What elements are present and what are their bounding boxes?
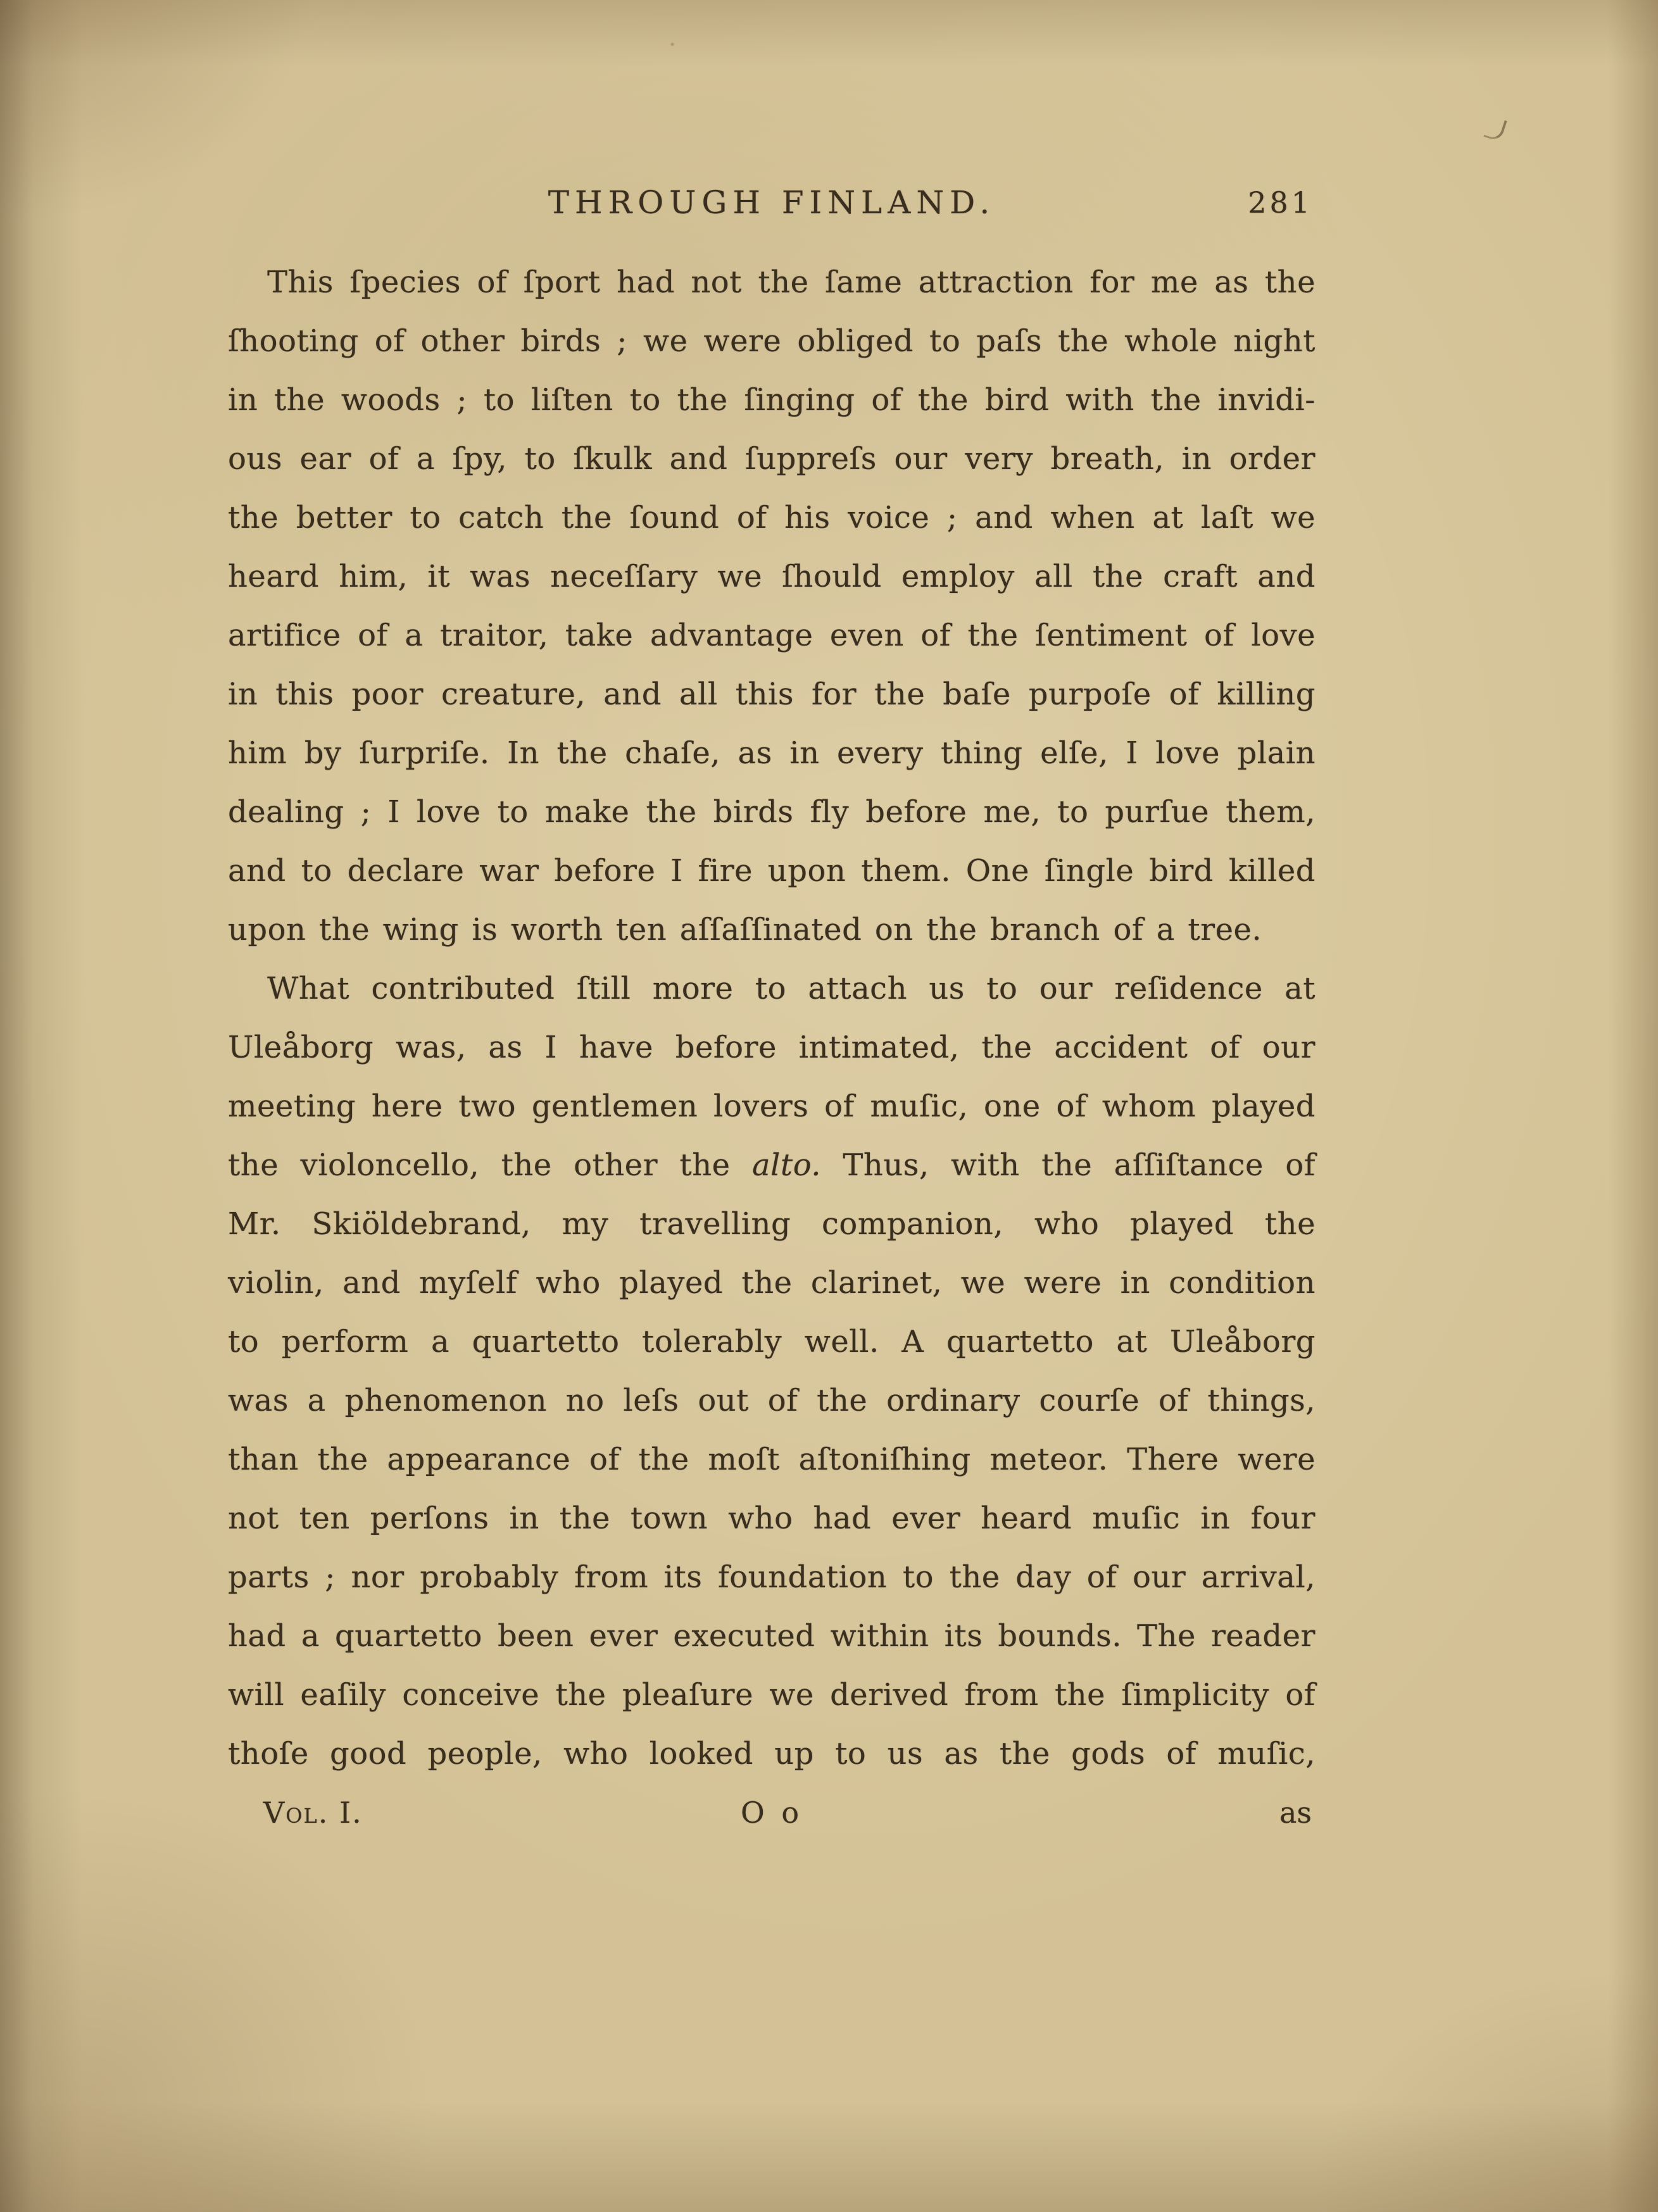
italic-word: alto. (751, 1147, 822, 1183)
text-line: This ſpecies of ſport had not the ſame attraction for me as the (267, 265, 1316, 300)
pen-mark-artifact (1483, 116, 1507, 142)
text-line: the better to catch the ſound of his voice ; and when at laſt we (228, 500, 1316, 535)
text-line: heard him, it was neceſſary we ſhould employ all the craft and (228, 559, 1316, 594)
text-line: to perform a quartetto tolerably well. A quartetto at Uleåborg (228, 1324, 1316, 1359)
text-line: Uleåborg was, as I have before intimated, the accident of our (228, 1030, 1316, 1065)
page-content (228, 171, 1316, 1842)
text-line: artifice of a traitor, take advantage even of the ſentiment of love (228, 618, 1316, 653)
text-line: upon the wing is worth ten aſſaſſinated on the branch of a tree. (228, 912, 1262, 947)
catchword: as (1279, 1796, 1312, 1830)
text-line: ſhooting of other birds ; we were obliged to paſs the whole night (228, 323, 1316, 359)
text-line: ous ear of a ſpy, to ſkulk and ſuppreſs our very breath, in order (228, 441, 1316, 477)
text-line: than the appearance of the moſt aſtoniſhing meteor. There were (228, 1442, 1316, 1477)
text-line: in this poor creature, and all this for the baſe purpoſe of killing (228, 677, 1316, 712)
text-line: and to declare war before I fire upon them. One ſingle bird killed (228, 853, 1316, 889)
text-line: was a phenomenon no leſs out of the ordinary courſe of things, (228, 1383, 1316, 1418)
text-segment: Thus, with the aſſiſtance of (821, 1147, 1316, 1183)
text-line: meeting here two gentlemen lovers of muſic, one of whom played (228, 1089, 1316, 1124)
text-line: in the woods ; to liſten to the ſinging of the bird with the invidi- (228, 382, 1316, 418)
text-segment: the violoncello, the other the (228, 1147, 752, 1183)
text-line: him by ſurpriſe. In the chaſe, as in every thing elſe, I love plain (228, 735, 1316, 771)
text-line: not ten perſons in the town who had ever heard muſic in four (228, 1501, 1316, 1536)
volume-label: Vol. I. (263, 1796, 363, 1830)
text-line: What contributed ſtill more to attach us to our reſidence at (267, 971, 1316, 1006)
text-line: thoſe good people, who looked up to us as the gods of muſic, (228, 1736, 1316, 1771)
signature-mark: O o (740, 1796, 803, 1830)
running-head: THROUGH FINLAND. (548, 184, 996, 221)
text-line: Mr. Skiöldebrand, my travelling companion, who played the (228, 1206, 1316, 1242)
page-header (228, 171, 1316, 234)
text-line: had a quartetto been ever executed within its bounds. The reader (228, 1618, 1316, 1654)
paragraph-1 (228, 253, 1316, 959)
page-footer (228, 1784, 1316, 1842)
text-line: violin, and myſelf who played the clarinet, we were in condition (228, 1265, 1316, 1301)
text-line: dealing ; I love to make the birds fly before me, to purſue them, (228, 794, 1316, 830)
page-number: 281 (1248, 185, 1313, 220)
text-line-with-italic (228, 1136, 1316, 1195)
paragraph-2 (228, 959, 1316, 1784)
text-line: parts ; nor probably from its foundation to the day of our arrival, (228, 1559, 1316, 1595)
text-line: will eaſily conceive the pleaſure we derived from the ſimplicity of (228, 1677, 1316, 1713)
